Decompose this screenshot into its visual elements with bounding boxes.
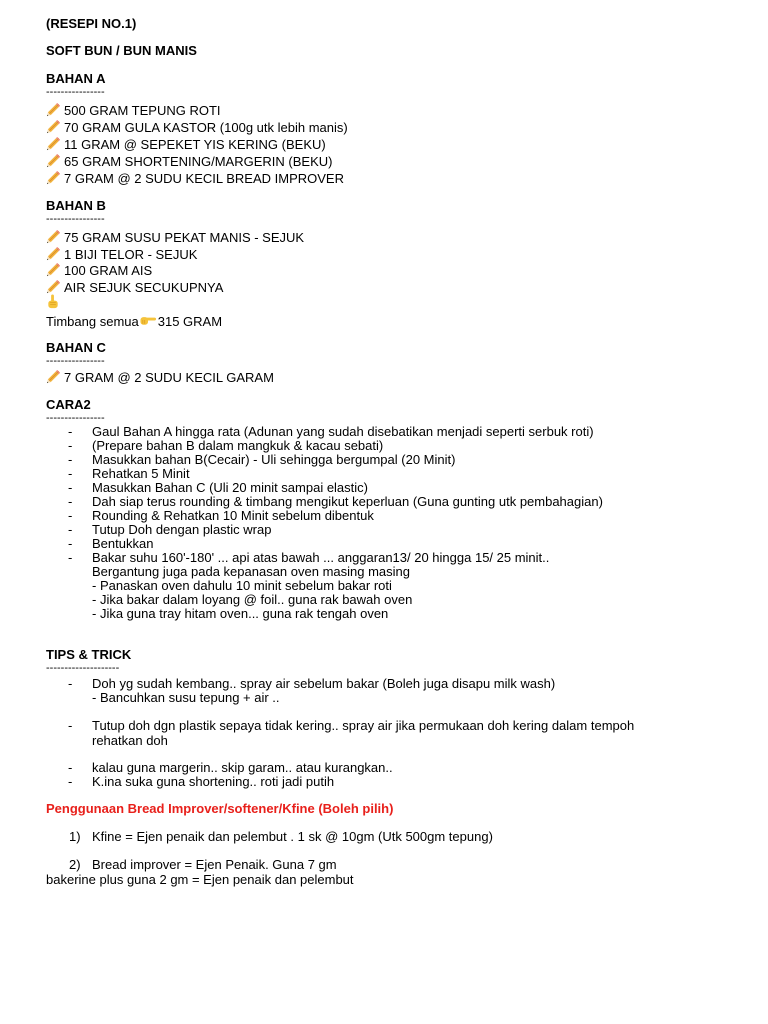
pencil-icon	[46, 170, 61, 185]
ingredient-item: 100 GRAM AIS	[46, 262, 152, 279]
recipe-number: (RESEPI NO.1)	[46, 16, 137, 31]
section-heading-cara: CARA2	[46, 397, 91, 412]
pointing-hand-icon	[140, 313, 157, 327]
pencil-icon	[46, 229, 61, 244]
pencil-icon	[46, 136, 61, 151]
improver-footer: bakerine plus guna 2 gm = Ejen penaik dan pelembut	[46, 872, 354, 887]
pencil-icon	[46, 246, 61, 261]
ingredient-item: 7 GRAM @ 2 SUDU KECIL BREAD IMPROVER	[46, 170, 344, 187]
pencil-icon	[46, 119, 61, 134]
ingredient-item: 11 GRAM @ SEPEKET YIS KERING (BEKU)	[46, 136, 326, 153]
pencil-icon	[46, 262, 61, 277]
recipe-title: SOFT BUN / BUN MANIS	[46, 43, 197, 58]
pencil-icon	[46, 102, 61, 117]
section-rule: ----------------	[46, 86, 105, 98]
section-heading-bahan-c: BAHAN C	[46, 340, 106, 355]
weigh-total: Timbang semua 315 GRAM	[46, 314, 223, 329]
section-heading-bahan-b: BAHAN B	[46, 198, 106, 213]
pencil-icon	[46, 153, 61, 168]
pencil-icon	[46, 369, 61, 384]
section-rule: ----------------	[46, 355, 105, 367]
section-rule: ----------------	[46, 213, 105, 225]
section-heading-tips: TIPS & TRICK	[46, 647, 132, 662]
ingredient-item: 75 GRAM SUSU PEKAT MANIS - SEJUK	[46, 229, 304, 246]
pointing-up-hand	[46, 294, 60, 311]
section-rule: ----------------	[46, 412, 105, 424]
section-rule: --------------------	[46, 662, 120, 674]
ingredient-item: 70 GRAM GULA KASTOR (100g utk lebih manis)	[46, 119, 348, 136]
ingredient-item: 65 GRAM SHORTENING/MARGERIN (BEKU)	[46, 153, 332, 170]
pointing-hand-icon	[46, 294, 60, 309]
pencil-icon	[46, 279, 61, 294]
ingredient-item: 500 GRAM TEPUNG ROTI	[46, 102, 221, 119]
section-heading-bahan-a: BAHAN A	[46, 71, 106, 86]
improver-heading: Penggunaan Bread Improver/softener/Kfine (Boleh pilih)	[46, 801, 394, 816]
ingredient-item: 7 GRAM @ 2 SUDU KECIL GARAM	[46, 369, 274, 386]
ingredient-item: 1 BIJI TELOR - SEJUK	[46, 246, 197, 263]
ingredient-item: AIR SEJUK SECUKUPNYA	[46, 279, 223, 296]
